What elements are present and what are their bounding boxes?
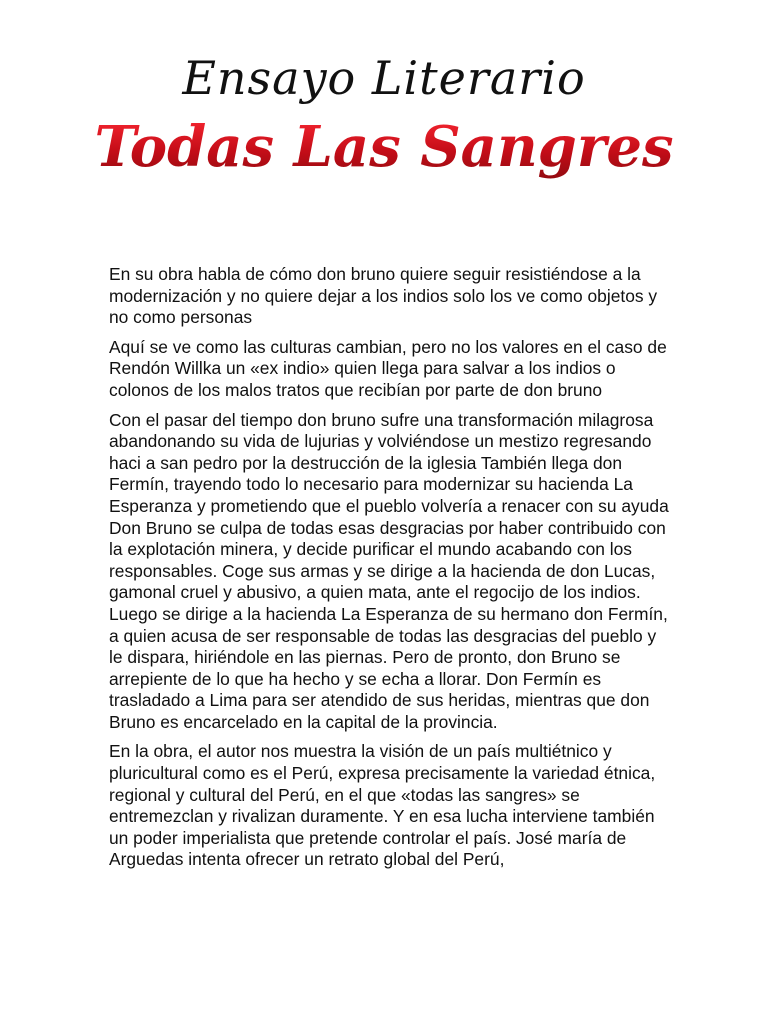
paragraph-1: En su obra habla de cómo don bruno quiere seguir resistiéndose a la modernización y no quiere dejar a los indios solo los ve como objetos y no como personas <box>109 264 658 328</box>
document-header <box>0 48 768 182</box>
essay-type-heading: Ensayo Literario <box>182 51 586 105</box>
paragraph-4: En la obra, el autor nos muestra la visión de un país multiétnico y pluricultural como es el Perú, expresa precisamente la variedad étnica, regional y cultural del Perú, en el que «todas las sangres» se entremezclan y rivalizan duramente. Y en esa lucha interviene también un poder imperialista que pretende controlar el país. José maría de Arguedas intenta ofrecer un retrato global del Perú, <box>109 741 656 870</box>
essay-title: Todas Las Sangres <box>0 112 768 182</box>
essay-body <box>109 264 669 879</box>
paragraph-3: Con el pasar del tiempo don bruno sufre una transformación milagrosa abandonando su vida de lujurias y volviéndose un mestizo regresando haci a san pedro por la destrucción de la iglesia También llega don Fermín, trayendo todo lo necesario para modernizar su hacienda La Esperanza y prometiendo que el pueblo volvería a renacer con su ayuda Don Bruno se culpa de todas esas desgracias por haber contribuido con la explotación minera, y decide purificar el mundo acabando con los responsables. Coge sus armas y se dirige a la hacienda de don Lucas, gamonal cruel y abusivo, a quien mata, ante el regocijo de los indios. Luego se dirige a la hacienda La Esperanza de su hermano don Fermín, a quien acusa de ser responsable de todas las desgracias del pueblo y le dispara, hiriéndole en las piernas. Pero de pronto, don Bruno se arrepiente de lo que ha hecho y se echa a llorar. Don Fermín es trasladado a Lima para ser atendido de sus heridas, mientras que don Bruno es encarcelado en la capital de la provincia. <box>109 409 669 732</box>
paragraph-2: Aquí se ve como las culturas cambian, pero no los valores en el caso de Rendón Willka un «ex indio» quien llega para salvar a los indios o colonos de los malos tratos que recibían por parte de don bruno <box>109 336 667 400</box>
